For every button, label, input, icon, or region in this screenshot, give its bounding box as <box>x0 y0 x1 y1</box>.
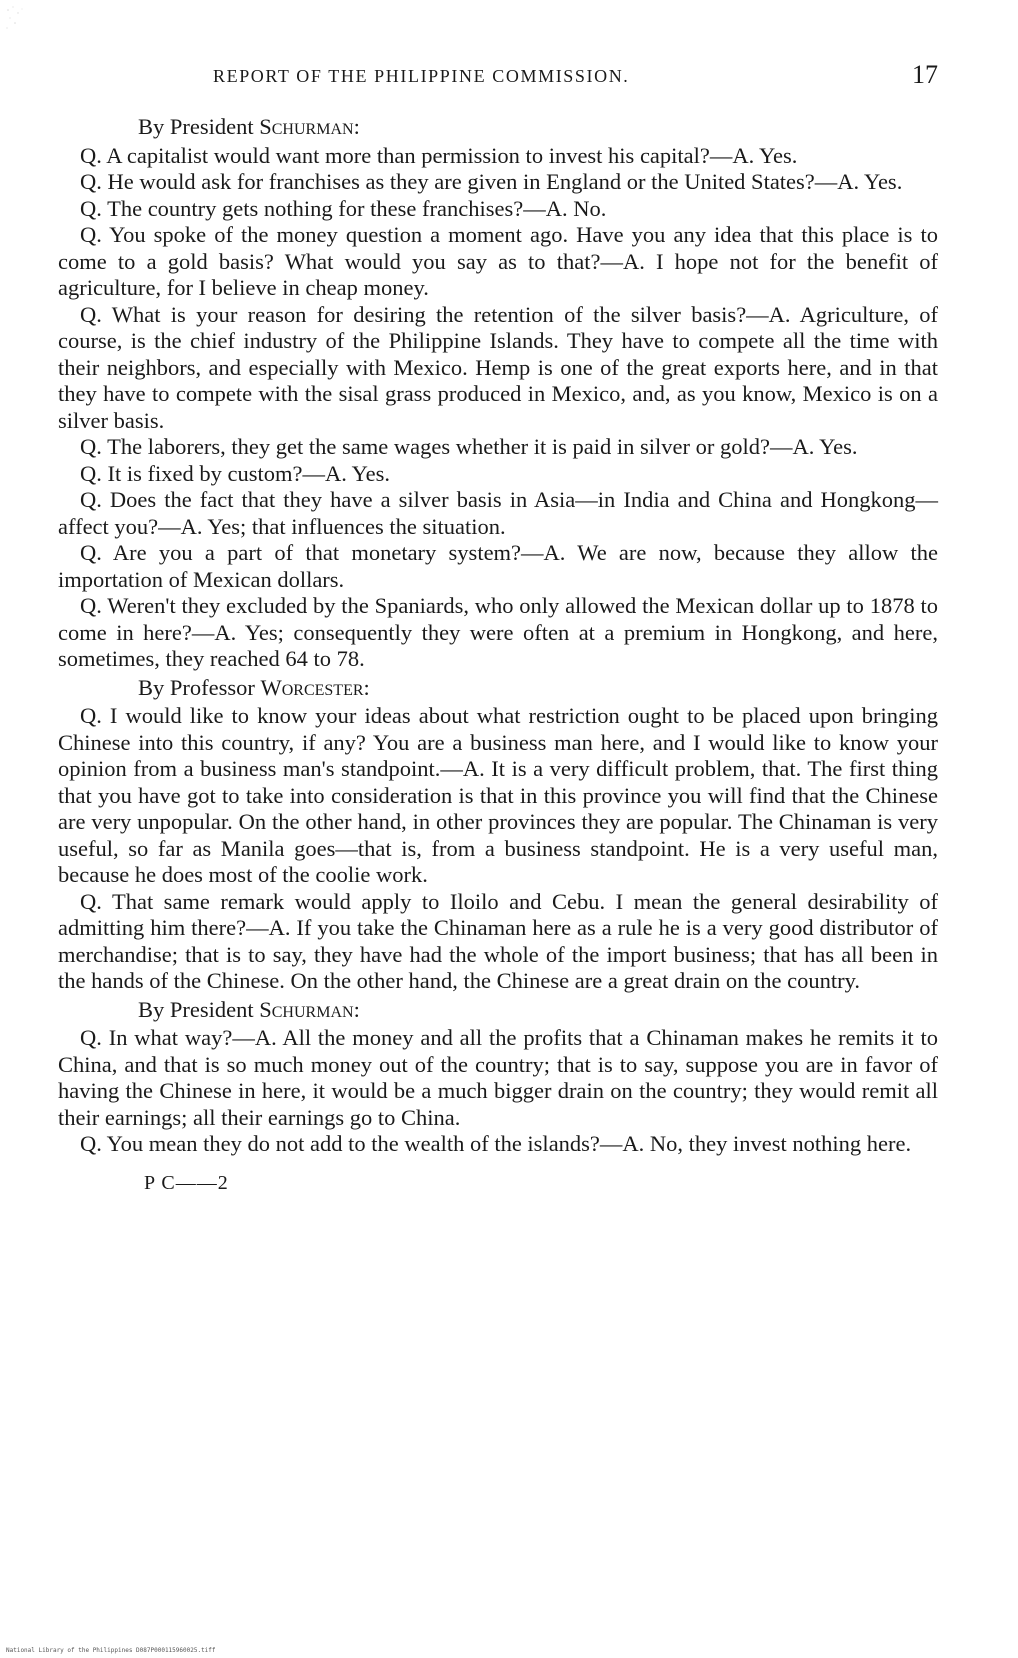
speaker-name: Schurman <box>259 114 354 139</box>
qa-paragraph: Q. You spoke of the money question a moment ago. Have you any idea that this place is to come to a gold basis? What would you say as to that?—A. I hope not for the benefit of agriculture, for I believe in cheap money. <box>58 222 938 300</box>
qa-paragraph: Q. The laborers, they get the same wages whether it is paid in silver or gold?—A. Yes. <box>80 434 858 459</box>
body-text <box>58 114 938 1196</box>
qa-paragraph: Q. In what way?—A. All the money and all the profits that a Chinaman makes he remits it to China, and that is so much money out of the country; that is to say, suppose you are in favor of having the Chinese in here, it would be a much bigger drain on the country; they would remit all their earnings; all their earnings go to China. <box>58 1025 938 1130</box>
qa-paragraph: Q. What is your reason for desiring the retention of the silver basis?—A. Agriculture, of course, is the chief industry of the Philippine Islands. They have to compete all the time with their neighbors, and especially with Mexico. Hemp is one of the great exports here, and in that they have to compete with the sisal grass produced in Mexico, and, as you know, Mexico is on a silver basis. <box>58 301 938 433</box>
running-title: REPORT OF THE PHILIPPINE COMMISSION. <box>213 66 630 86</box>
qa-paragraph: Q. He would ask for franchises as they are given in England or the United States?—A. Yes. <box>80 169 903 194</box>
qa-paragraph: Q. It is fixed by custom?—A. Yes. <box>80 460 390 486</box>
qa-paragraph: Q. Are you a part of that monetary system?—A. We are now, because they allow the importation of Mexican dollars. <box>58 540 938 592</box>
scan-footer-stamp: National Library of the Philippines D087P000115960025.tiff <box>6 1647 216 1654</box>
speaker-heading <box>58 114 938 141</box>
speaker-suffix: : <box>353 996 360 1022</box>
qa-paragraph: Q. You mean they do not add to the wealth of the islands?—A. No, they invest nothing here. <box>80 1131 912 1156</box>
signature-mark: P C——2 <box>144 1171 229 1194</box>
speaker-suffix: : <box>353 114 360 139</box>
speaker-prefix: By President <box>138 114 260 139</box>
speaker-name: Worcester <box>260 674 364 700</box>
page-number: 17 <box>912 60 938 89</box>
speaker-prefix: By Professor <box>138 674 261 700</box>
qa-paragraph: Q. I would like to know your ideas about what restriction ought to be placed upon bringing Chinese into this country, if any? You are a business man here, and I would like to know your opinion from a business man's standpoint.—A. It is a very difficult problem, that. The first thing that you have got to take into consideration is that in this province you will find that the Chinese are very unpopular. On the other hand, in other provinces they are popular. The Chinaman is very useful, so far as Manila goes—that is, from a business standpoint. He is a very useful man, because he does most of the coolie work. <box>58 703 938 887</box>
scan-noise-mark <box>4 4 34 44</box>
qa-paragraph: Q. Weren't they excluded by the Spaniards, who only allowed the Mexican dollar up to 1878 to come in here?—A. Yes; consequently they were often at a premium in Hongkong, and here, sometimes, they reached 64 to 78. <box>58 593 938 671</box>
qa-paragraph: Q. Does the fact that they have a silver basis in Asia—in India and China and Hongkong—affect you?—A. Yes; that influences the situation. <box>58 487 938 539</box>
speaker-heading <box>58 675 938 702</box>
speaker-name: Schurman <box>259 996 354 1022</box>
speaker-prefix: By President <box>138 996 260 1022</box>
running-header <box>58 60 938 96</box>
qa-paragraph: Q. A capitalist would want more than permission to invest his capital?—A. Yes. <box>80 142 798 168</box>
speaker-heading <box>58 997 938 1024</box>
qa-paragraph: Q. The country gets nothing for these franchises?—A. No. <box>80 195 607 221</box>
qa-paragraph: Q. That same remark would apply to Iloilo and Cebu. I mean the general desirability of admitting him there?—A. If you take the Chinaman here as a rule he is a very good distributor of merchandise; that is to say, they have had the whole of the import business; that has all been in the hands of the Chinese. On the other hand, the Chinese are a great drain on the country. <box>58 888 938 993</box>
document-page <box>58 60 938 1196</box>
speaker-suffix: : <box>363 674 370 700</box>
